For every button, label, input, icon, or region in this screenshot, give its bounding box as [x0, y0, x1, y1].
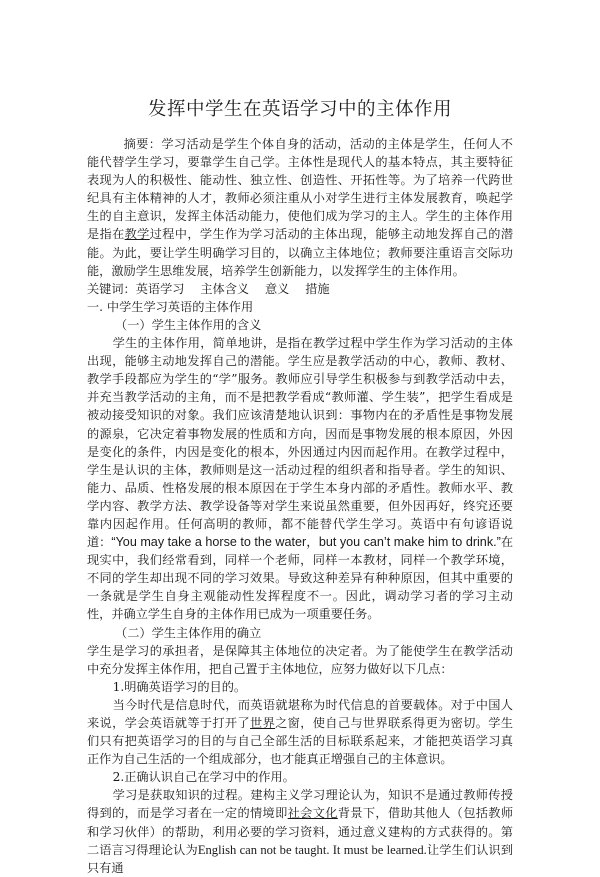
keyword: 主体含义 [200, 281, 250, 296]
document-body [87, 135, 513, 877]
subsection-heading: （一）学生主体作用的含义 [115, 317, 262, 332]
abstract-text: 摘要：学习活动是学生个体自身的活动，活动的主体是学生，任何人不能代替学生学习，要靠学生自己学。主体性是现代人的基本特点，其主要特征表现为人的积极性、能动性、独立性、创造性、开拓性等。为了培养一代跨世纪具有主体精神的人才，教师必须注重从小对学生进行主体发展教育，唤起学生的自主意识，发挥主体活动能力，使他们成为学习的主人。学生的主体作用是指在 [87, 137, 513, 242]
paragraph-establish: 学生是学习的承担者，是保障其主体地位的决定者。为了能使学生在教学活动中充分发挥主体作用，把自己置于主体地位，应努力做好以下几点： [87, 643, 513, 676]
keyword: 措施 [305, 281, 330, 296]
paragraph-text: 学习是获取知识的过程。建构主义学习理论认为，知识不是通过教师传授得到的，而是学习者在一定的情境即 [87, 788, 513, 821]
section-heading: 一. 中学生学习英语的主体作用 [87, 299, 254, 314]
paragraph-role [87, 786, 513, 876]
english-quote: English can not be taught. It must be learned. [197, 842, 427, 857]
paragraph-meaning [87, 334, 513, 624]
link-social-culture[interactable]: 社会文化 [287, 806, 338, 821]
subsection-heading: （二）学生主体作用的确立 [115, 625, 262, 640]
link-world[interactable]: 世界 [250, 716, 276, 730]
paragraph-text: 当今时代是信息时代，而英语就堪称为时代信息的首要载体。对于中国人来说，学会英语就等于打开了 [87, 697, 513, 730]
keywords-label: 关键词： [87, 281, 136, 296]
paragraph-text: 背景下，借助其他人（包括教师和学习伙伴）的帮助，利用必要的学习资料，通过意义建构的方式获得的。第二语言习得理论认为 [87, 806, 514, 857]
paragraph-text: 之窗，使自己与世界联系得更为密切。学生们只有把英语学习的目的与自己全部生活的目标联系起来，才能把英语学习真正作为自己生活的一个组成部分，也才能真正增强自己的主体意识。 [87, 716, 514, 767]
paragraph-text: 学生的主体作用，简单地讲，是指在教学过程中学生作为学习活动的主体出现，能够主动地发挥自己的潜能。学生应是教学活动的中心，教师、教材、教学手段都应为学生的“学”服务。教师应引导学生积极参与到教学活动中去，并充当教学活动的主角，而不是把教学看成“教师灌、学生装”，把学生看成是被动接受知识的对象。我们应该清楚地认识到：事物内在的矛盾性是事物发展的源泉，它决定着事物发展的性质和方向，因而是事物发展的根本原因，外因是变化的条件，内因是变化的根本，外因通过内因而起作用。在教学过程中，学生是认识的主体，教师则是这一活动过程的组织者和指导者。学生的知识、能力、品质、性格发展的根本原因在于学生本身内部的矛盾性。教师水平、教学内容、教学方法、教学设备等对学生来说虽然重要，但外因再好，终究还要靠内因起作用。任何高明的教师，都不能替代学生学习。英语中有句谚语说道： [87, 336, 513, 550]
document-title: 发挥中学生在英语学习中的主体作用 [147, 99, 452, 120]
keyword: 意义 [264, 281, 290, 296]
abstract-text-cont: 过程中，学生作为学习活动的主体出现，能够主动地发挥自己的潜能。为此，要让学生明确学习目的，以确立主体地位；教师要注重语言交际功能，激励学生思维发展，培养学生创新能力，以发挥学生的主体作用。 [87, 227, 514, 278]
abstract-link-teaching[interactable]: 教学 [124, 227, 150, 242]
proverb-quote: “You may take a horse to the water，but you can’t make him to drink.” [111, 535, 501, 550]
keyword: 英语学习 [135, 281, 185, 296]
keywords [87, 280, 513, 298]
item-heading: 2.正确认识自己在学习中的作用。 [112, 770, 295, 785]
item-heading: 1.明确英语学习的目的。 [112, 679, 247, 694]
paragraph-text: 在现实中，我们经常看到，同样一个老师，同样一本教材，同样一个教学环境，不同的学生却出现不同的学习效果。导致这种差异有种种原因，但其中重要的一条就是学生自身主观能动性发挥程度不一。因此，调动学习者的学习主动性，并确立学生自身的主体作用已成为一项重要任务。 [87, 535, 513, 622]
paragraph-text: 让学生们认识到只有通 [87, 842, 514, 875]
abstract [87, 135, 513, 280]
paragraph-purpose [87, 696, 513, 768]
